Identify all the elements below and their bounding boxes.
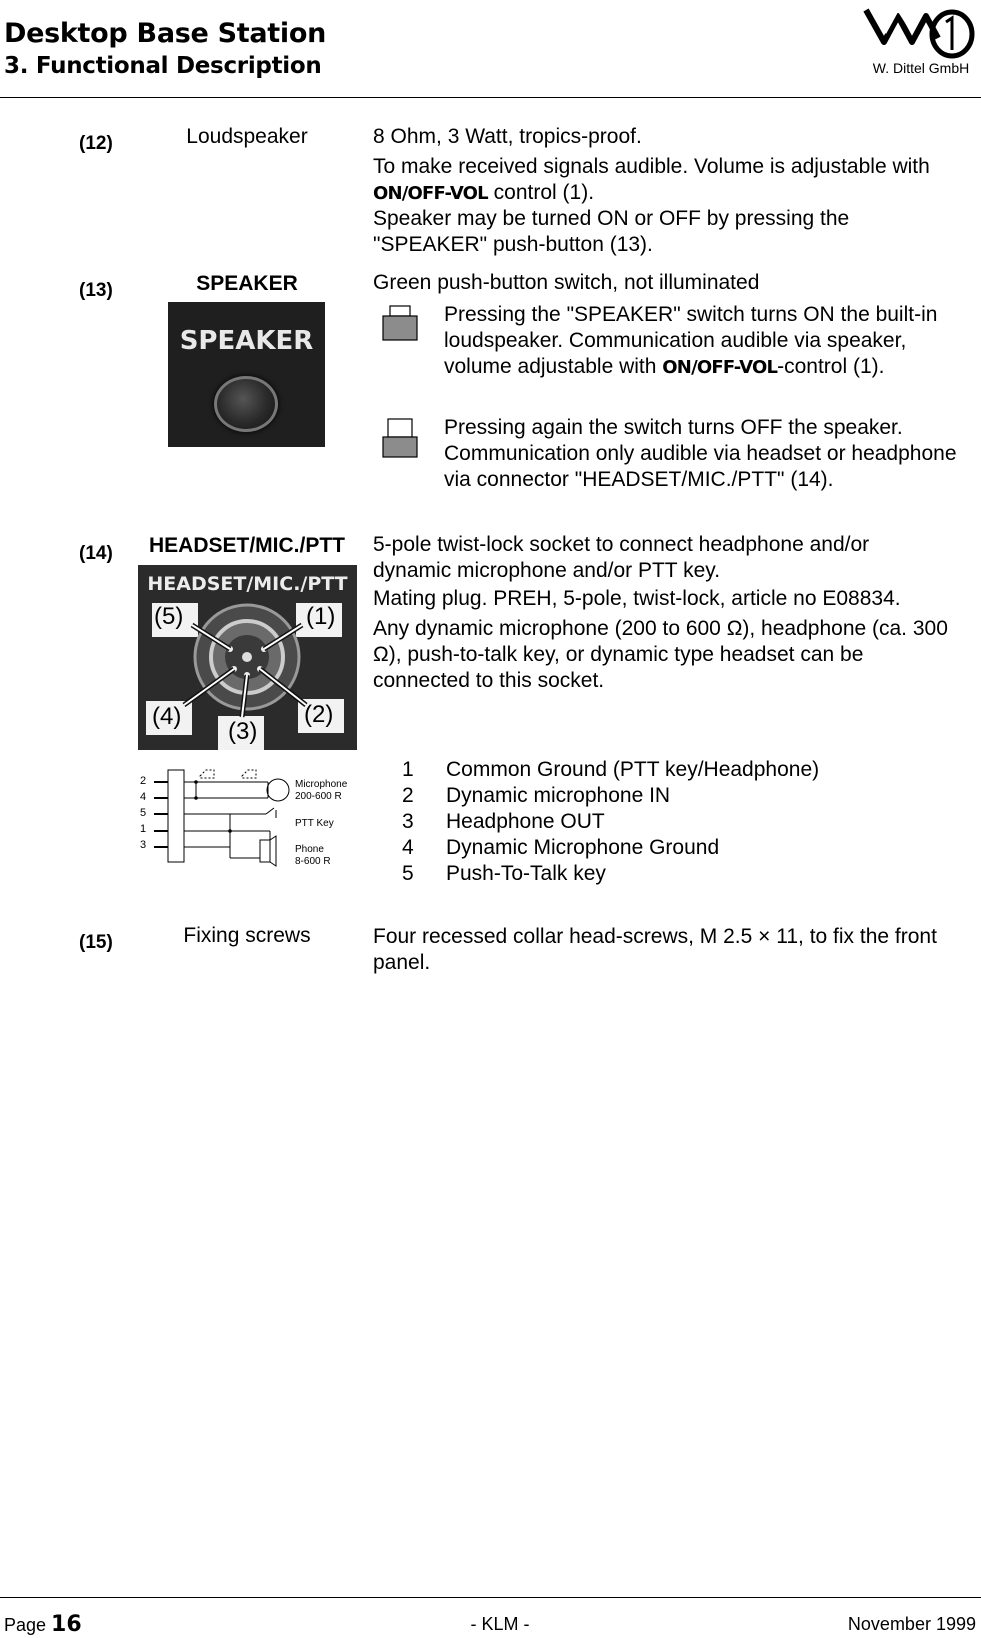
photo-caption: SPEAKER bbox=[179, 326, 314, 356]
switch-on-icon bbox=[382, 305, 418, 345]
pin-callout: (4) bbox=[152, 703, 182, 730]
pin-row: 2 Dynamic microphone IN bbox=[402, 784, 671, 807]
headset-socket-photo bbox=[138, 565, 357, 750]
schematic-pin: 4 bbox=[140, 791, 147, 803]
pin-callout: (1) bbox=[306, 603, 336, 630]
item-number: (14) bbox=[79, 543, 113, 564]
page-number: Page 16 bbox=[4, 1612, 82, 1637]
item-description: Green push-button switch, not illuminated bbox=[373, 271, 760, 294]
item-description: Any dynamic microphone (200 to 600 Ω), headphone (ca. 300 Ω), push-to-talk key, or dynamic type headset can be connected to this socket. bbox=[373, 617, 948, 692]
schematic-pin-list bbox=[140, 773, 146, 853]
item-description: Speaker may be turned ON or OFF by pressing the "SPEAKER" push-button (13). bbox=[373, 207, 850, 256]
schematic-phone-label: Phone 8-600 R bbox=[295, 844, 331, 867]
item-description: 5-pole twist-lock socket to connect headphone and/or dynamic microphone and/or PTT key. bbox=[373, 533, 870, 582]
schematic-mic-label: Microphone 200-600 R bbox=[295, 779, 348, 802]
pin-row: 4 Dynamic Microphone Ground bbox=[402, 836, 720, 859]
item-description: To make received signals audible. Volume is adjustable with ON/OFF-VOL control (1). bbox=[373, 155, 930, 204]
pin-row: 1 Common Ground (PTT key/Headphone) bbox=[402, 758, 820, 781]
schematic-pin: 3 bbox=[140, 839, 147, 851]
schematic-pin: 5 bbox=[140, 807, 147, 819]
control-name: ON/OFF-VOL bbox=[662, 357, 778, 378]
company-name: W. Dittel GmbH bbox=[872, 60, 970, 76]
footer-center: - KLM - bbox=[470, 1614, 530, 1634]
item-label: SPEAKER bbox=[196, 272, 298, 295]
item-description: Mating plug. PREH, 5-pole, twist-lock, article no E08834. bbox=[373, 587, 901, 610]
schematic-pin: 2 bbox=[140, 775, 147, 787]
speaker-push-button bbox=[214, 376, 278, 432]
footer-divider bbox=[0, 1597, 981, 1598]
switch-state-off-text: Pressing again the switch turns OFF the speaker. Communication only audible via headset or headphone via connector "HEADSET/MIC./PTT" (14). bbox=[444, 416, 957, 491]
item-number: (13) bbox=[79, 280, 113, 301]
section-title: 3. Functional Description bbox=[4, 53, 322, 79]
header-divider bbox=[0, 97, 981, 98]
pin-row: 3 Headphone OUT bbox=[402, 810, 605, 833]
item-spec: 8 Ohm, 3 Watt, tropics-proof. bbox=[373, 125, 642, 148]
document-title: Desktop Base Station bbox=[4, 18, 327, 49]
switch-off-icon bbox=[382, 418, 418, 458]
pin-callout: (2) bbox=[304, 701, 334, 728]
photo-caption: HEADSET/MIC./PTT bbox=[147, 573, 348, 595]
item-label: Loudspeaker bbox=[186, 125, 308, 148]
pin-row: 5 Push-To-Talk key bbox=[402, 862, 606, 885]
control-name: ON/OFF-VOL bbox=[373, 183, 488, 204]
item-description: Four recessed collar head-screws, M 2.5 × 11, to fix the front panel. bbox=[373, 925, 937, 974]
pin-callout: (3) bbox=[228, 718, 258, 745]
speaker-button-photo bbox=[168, 302, 325, 447]
pin-callout: (5) bbox=[154, 603, 184, 630]
item-number: (12) bbox=[79, 133, 113, 154]
switch-state-on-text: Pressing the "SPEAKER" switch turns ON the built-in loudspeaker. Communication audible via speaker, volume adjustable with ON/OFF-VOL-control (1). bbox=[444, 303, 938, 378]
item-label: Fixing screws bbox=[183, 924, 311, 947]
schematic-pin: 1 bbox=[140, 823, 147, 835]
schematic-ptt-label: PTT Key bbox=[295, 818, 334, 829]
footer-date: November 1999 bbox=[847, 1614, 976, 1634]
item-number: (15) bbox=[79, 932, 113, 953]
item-label: HEADSET/MIC./PTT bbox=[148, 534, 345, 557]
